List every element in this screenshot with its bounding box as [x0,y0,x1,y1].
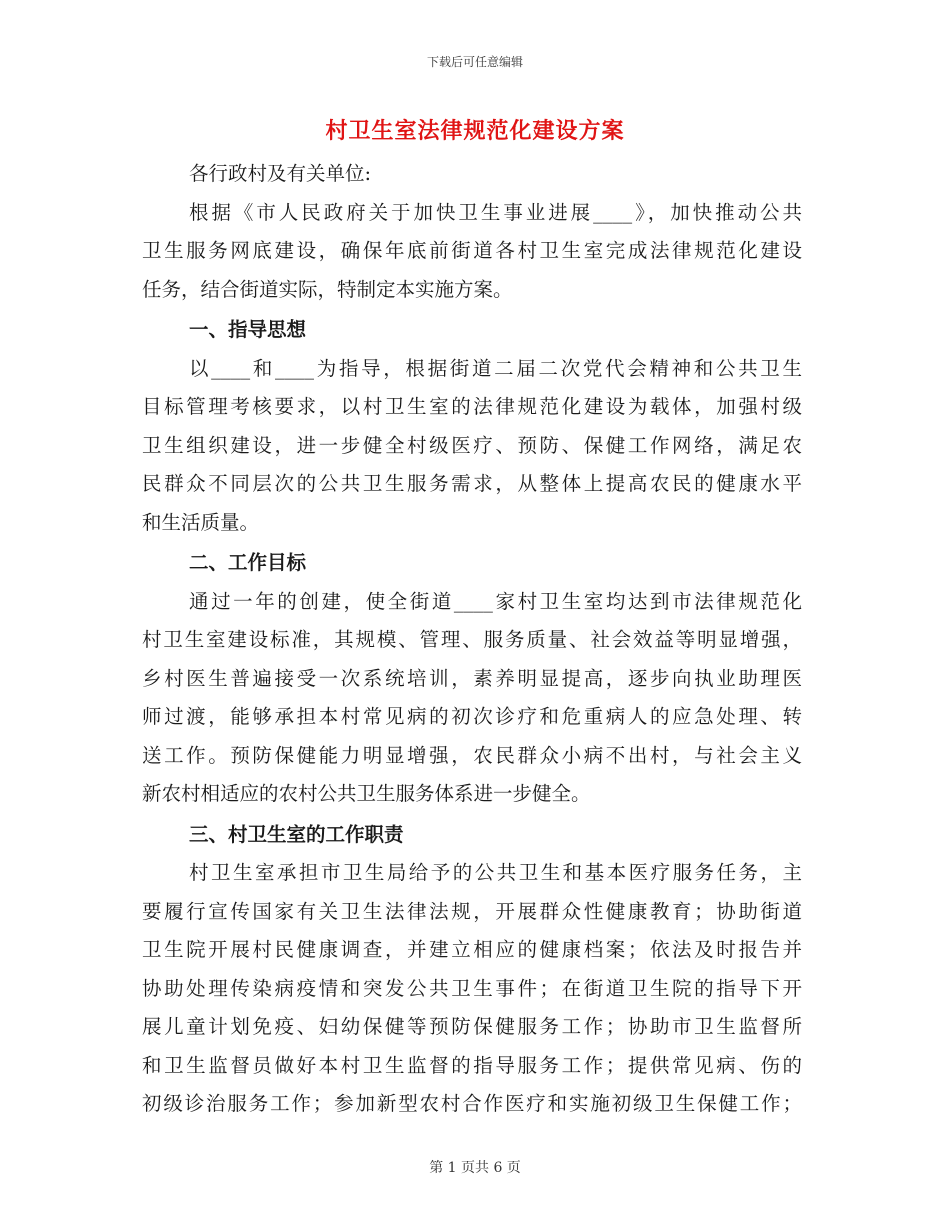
paragraph-line: 根据《市人民政府关于加快卫生事业进展____》，加快推动公共 [189,200,802,224]
intro-paragraph [142,194,802,310]
paragraph-line: 通过一年的创建，使全街道____家村卫生室均达到市法律规范化 [189,589,802,613]
document-body [142,155,802,1124]
paragraph-line: 任务，结合街道实际，特制定本实施方案。 [142,277,513,301]
section-heading-guiding-ideology: 一、指导思想 [189,318,307,341]
paragraph-line: 卫生服务网底建设，确保年底前街道各村卫生室完成法律规范化建设 [142,239,802,262]
section-paragraph [142,583,802,814]
paragraph-line: 村卫生室建设标准，其规模、管理、服务质量、社会效益等明显增强， [142,628,802,651]
paragraph-line: 村卫生室承担市卫生局给予的公共卫生和基本医疗服务任务，主 [189,861,802,884]
paragraph-line: 协助处理传染病疫情和突发公共卫生事件；在街道卫生院的指导下开 [142,976,802,1000]
paragraph-line: 新农村相适应的农村公共卫生服务体系进一步健全。 [142,782,591,805]
section-heading-duties: 三、村卫生室的工作职责 [189,822,404,846]
paragraph-line: 展儿童计划免疫、妇幼保健等预防保健服务工作；协助市卫生监督所 [142,1015,802,1038]
paragraph-line: 送工作。预防保健能力明显增强，农民群众小病不出村，与社会主义 [142,743,802,767]
section-paragraph [142,350,802,543]
document-title: 村卫生室法律规范化建设方案 [325,118,625,144]
paragraph-line: 和生活质量。 [142,510,260,534]
page-header: 下载后可任意编辑 [426,55,523,69]
page-footer: 第 1 页共 6 页 [429,1160,521,1176]
paragraph-line: 民群众不同层次的公共卫生服务需求，从整体上提高农民的健康水平 [142,472,802,495]
paragraph-line: 要履行宣传国家有关卫生法律法规，开展群众性健康教育；协助街道 [142,899,802,923]
section-heading-work-goals: 二、工作目标 [189,551,307,574]
salutation: 各行政村及有关单位: [189,162,372,185]
paragraph-line: 以____和____为指导，根据街道二届二次党代会精神和公共卫生 [189,356,802,380]
paragraph-line: 目标管理考核要求，以村卫生室的法律规范化建设为载体，加强村级 [142,395,802,418]
paragraph-line: 师过渡，能够承担本村常见病的初次诊疗和危重病人的应急处理、转 [142,705,802,728]
paragraph-line: 乡村医生普遍接受一次系统培训，素养明显提高，逐步向执业助理医 [142,666,802,690]
paragraph-line: 初级诊治服务工作；参加新型农村合作医疗和实施初级卫生保健工作； [142,1092,802,1115]
paragraph-line: 卫生组织建设，进一步健全村级医疗、预防、保健工作网络，满足农 [142,433,802,457]
paragraph-line: 卫生院开展村民健康调查，并建立相应的健康档案；依法及时报告并 [142,938,802,961]
section-paragraph [142,854,802,1124]
paragraph-line: 和卫生监督员做好本村卫生监督的指导服务工作；提供常见病、伤的 [142,1053,802,1077]
